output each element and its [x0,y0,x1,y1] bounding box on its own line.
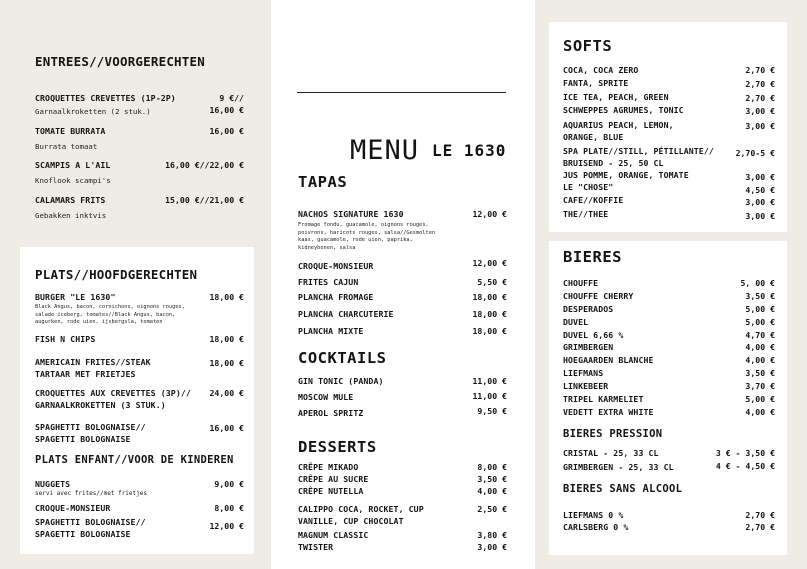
dessert-name: TWISTER [298,542,334,552]
entree-desc: Garnaalkroketten (2 stuk.) [35,107,151,116]
softs-heading: SOFTS [563,37,613,55]
dessert-name: CRÊPE MIKADO [298,462,359,472]
tapas-name: CROQUE-MONSIEUR [298,261,374,271]
dessert-name: MAGNUM CLASSIC [298,530,369,540]
dessert-price: 2,50 € [477,504,507,514]
entree-desc: Knoflook scampi's [35,176,111,185]
pression-price: 3 € - 3,50 € [715,448,775,458]
dessert-name: CRÊPE AU SUCRE [298,474,369,484]
plat-price: 16,00 € [209,423,244,433]
tapas-name: NACHOS SIGNATURE 1630 [298,209,404,219]
enfant-name: SPAGHETTI BOLOGNAISE// SPAGETTI BOLOGNAISE [35,517,146,539]
soft-name: SCHWEPPES AGRUMES, TONIC [563,105,684,115]
biere-name: HOEGAARDEN BLANCHE [563,355,654,365]
plat-desc: Black Angus, bacon, cornichons, oignons rouges, salade iceberg, tomates//Black Angus, bacon, augurken, rode uien, ijsbergsla, tomaten [35,304,185,325]
enfant-price: 12,00 € [209,521,244,531]
entree-name: SCAMPIS A L'AIL [35,160,111,170]
biere-name: TRIPEL KARMELIET [563,394,644,404]
entree-desc: Burrata tomaat [35,142,98,151]
tapas-price: 18,00 € [472,326,507,336]
biere-price: 4,00 € [745,342,775,352]
dessert-name: CRÊPE NUTELLA [298,486,364,496]
plat-price: 18,00 € [209,292,244,302]
menu-title: MENU [350,135,420,166]
biere-name: LINKEBEER [563,381,609,391]
tapas-price: 12,00 € [472,209,507,219]
biere-price: 5,00 € [745,394,775,404]
biere-price: 3,50 € [745,368,775,378]
plat-price: 18,00 € [209,334,244,344]
entree-price: 16,00 €//22,00 € [165,160,244,170]
soft-name: JUS POMME, ORANGE, TOMATE [563,170,689,180]
entree-price: 16,00 € [209,126,244,136]
dessert-price: 3,00 € [477,542,507,552]
tapas-price: 18,00 € [472,309,507,319]
sans-alcool-name: CARLSBERG 0 % [563,522,629,532]
dessert-price: 4,00 € [477,486,507,496]
biere-name: LIEFMANS [563,368,604,378]
soft-price: 4,50 € [745,185,775,195]
soft-name: LE "CHOSE" [563,182,614,192]
entree-price-2: 16,00 € [209,105,244,115]
biere-name: VEDETT EXTRA WHITE [563,407,654,417]
soft-name: COCA, COCA ZERO [563,65,639,75]
dessert-name: CALIPPO COCA, ROCKET, CUP VANILLE, CUP CHOCOLAT [298,504,424,526]
menu-subtitle: LE 1630 [432,141,507,160]
biere-price: 4,70 € [745,330,775,340]
desserts-heading: DESSERTS [298,438,377,456]
soft-price: 3,00 € [745,197,775,207]
biere-name: DESPERADOS [563,304,614,314]
pression-price: 4 € - 4,50 € [715,461,775,471]
biere-name: CHOUFFE CHERRY [563,291,634,301]
entrees-heading: ENTREES//VOORGERECHTEN [35,54,205,69]
entree-name: CROQUETTES CREVETTES (1P-2P) [35,93,176,103]
entree-price: 15,00 €//21,00 € [165,195,244,205]
bieres-heading: BIERES [563,248,622,266]
entree-name: CALAMARS FRITS [35,195,106,205]
soft-price: 3,00 € [745,172,775,182]
tapas-heading: TAPAS [298,173,348,191]
soft-name: ICE TEA, PEACH, GREEN [563,92,669,102]
biere-price: 5,00 € [745,317,775,327]
entree-name: TOMATE BURRATA [35,126,106,136]
plat-name: FISH N CHIPS [35,334,96,344]
cocktail-price: 9,50 € [477,406,507,416]
biere-price: 5, 00 € [740,278,775,288]
biere-price: 5,00 € [745,304,775,314]
tapas-price: 12,00 € [472,258,507,268]
tapas-price: 5,50 € [477,277,507,287]
plat-name: AMERICAIN FRITES//STEAK TARTAAR MET FRIETJES [35,357,151,379]
cocktail-name: APEROL SPRITZ [298,408,364,418]
soft-price: 3,00 € [745,121,775,131]
plat-price: 24,00 € [209,388,244,398]
sans-alcool-price: 2,70 € [745,510,775,520]
tapas-price: 18,00 € [472,292,507,302]
soft-name: FANTA, SPRITE [563,78,629,88]
soft-name: THE//THEE [563,209,609,219]
tapas-name: PLANCHA CHARCUTERIE [298,309,394,319]
title-rule [297,92,506,93]
enfant-heading: PLATS ENFANT//VOOR DE KINDEREN [35,454,234,466]
dessert-price: 8,00 € [477,462,507,472]
sans-alcool-heading: BIERES SANS ALCOOL [563,483,683,495]
entree-price: 9 €// [219,93,244,103]
biere-name: DUVEL 6,66 % [563,330,624,340]
tapas-name: FRITES CAJUN [298,277,359,287]
enfant-desc: servi avec frites//met frietjes [35,490,147,497]
biere-name: CHOUFFE [563,278,599,288]
plats-heading: PLATS//HOOFDGERECHTEN [35,267,198,282]
plat-price: 18,00 € [209,358,244,368]
enfant-name: CROQUE-MONSIEUR [35,503,111,513]
cocktail-price: 11,00 € [472,391,507,401]
soft-price: 2,70-5 € [735,148,775,158]
sans-alcool-price: 2,70 € [745,522,775,532]
pression-name: CRISTAL - 25, 33 CL [563,448,659,458]
plat-name: SPAGHETTI BOLOGNAISE// SPAGETTI BOLOGNAISE [35,422,146,444]
soft-price: 2,70 € [745,79,775,89]
biere-price: 3,50 € [745,291,775,301]
biere-price: 4,00 € [745,407,775,417]
biere-price: 4,00 € [745,355,775,365]
soft-name: AQUARIUS PEACH, LEMON, ORANGE, BLUE [563,120,674,142]
soft-price: 3,00 € [745,211,775,221]
dessert-price: 3,80 € [477,530,507,540]
cocktail-name: MOSCOW MULE [298,392,354,402]
enfant-price: 8,00 € [214,503,244,513]
tapas-desc: Fromage fondu, guacamole, oignons rouges, poivrons, haricots rouges, salsa//Gesmolten kaas, guacamole, rode uien, paprika, kidneybonen, salsa [298,222,436,251]
enfant-name: NUGGETS [35,479,71,489]
cocktail-name: GIN TONIC (PANDA) [298,376,384,386]
plat-name: BURGER "LE 1630" [35,292,116,302]
biere-name: GRIMBERGEN [563,342,614,352]
tapas-name: PLANCHA FROMAGE [298,292,374,302]
pression-heading: BIERES PRESSION [563,428,663,440]
dessert-price: 3,50 € [477,474,507,484]
biere-name: DUVEL [563,317,589,327]
plat-name: CROQUETTES AUX CREVETTES (3P)// GARNAALKROKETTEN (3 STUK.) [35,388,191,410]
enfant-price: 9,00 € [214,479,244,489]
cocktails-heading: COCKTAILS [298,349,387,367]
soft-price: 2,70 € [745,93,775,103]
soft-name: SPA PLATE//STILL, PÉTILLANTE// BRUISEND - 25, 50 CL [563,146,714,168]
pression-name: GRIMBERGEN - 25, 33 CL [563,462,674,472]
soft-price: 2,70 € [745,65,775,75]
tapas-name: PLANCHA MIXTE [298,326,364,336]
soft-price: 3,00 € [745,106,775,116]
sans-alcool-name: LIEFMANS 0 % [563,510,624,520]
biere-price: 3,70 € [745,381,775,391]
soft-name: CAFE//KOFFIE [563,195,624,205]
entree-desc: Gebakken inktvis [35,211,107,220]
cocktail-price: 11,00 € [472,376,507,386]
